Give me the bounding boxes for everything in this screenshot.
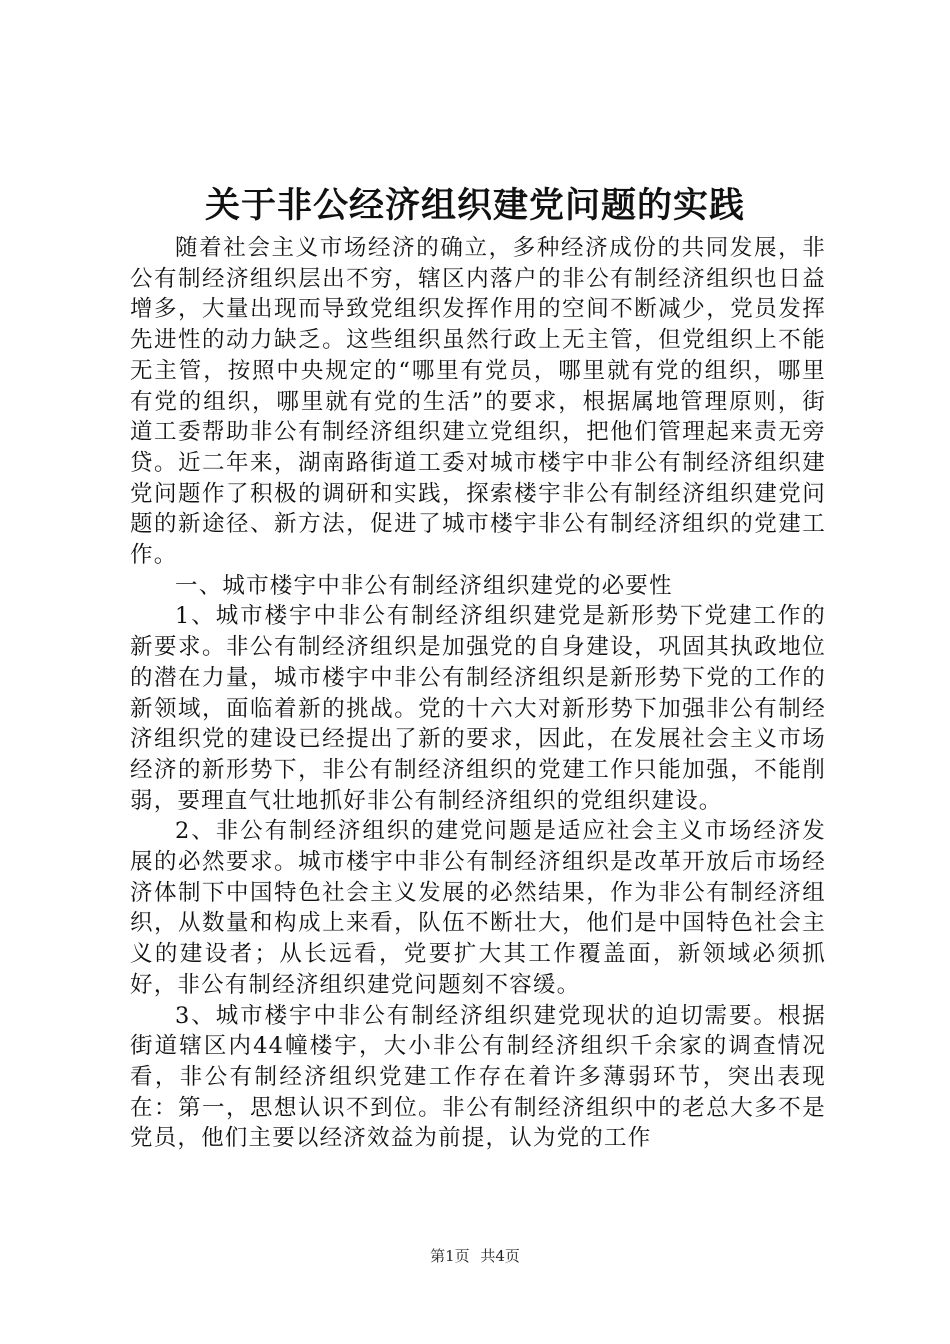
page-number: 第1页 [430,1247,470,1265]
page-footer [0,1246,950,1266]
page-total: 共4页 [480,1247,520,1265]
paragraph-intro: 随着社会主义市场经济的确立，多种经济成份的共同发展，非公有制经济组织层出不穷，辖区内落户的非公有制经济组织也日益增多，大量出现而导致党组织发挥作用的空间不断减少，党员发挥先进性的动力缺乏。这些组织虽然行政上无主管，但党组织上不能无主管，按照中央规定的“哪里有党员，哪里就有党的组织，哪里有党的组织，哪里就有党的生活”的要求，根据属地管理原则，街道工委帮助非公有制经济组织建立党组织，把他们管理起来责无旁贷。近二年来，湖南路街道工委对城市楼宇中非公有制经济组织建党问题作了积极的调研和实践，探索楼宇非公有制经济组织建党问题的新途径、新方法，促进了城市楼宇非公有制经济组织的党建工作。 [130,235,826,569]
section-heading-1: 一、城市楼宇中非公有制经济组织建党的必要性 [175,572,673,599]
paragraph-point-2: 2、非公有制经济组织的建党问题是适应社会主义市场经济发展的必然要求。城市楼宇中非公有制经济组织是改革开放后市场经济体制下中国特色社会主义发展的必然结果，作为非公有制经济组织，从数量和构成上来看，队伍不断壮大，他们是中国特色社会主义的建设者；从长远看，党要扩大其工作覆盖面，新领域必须抓好，非公有制经济组织建党问题刻不容缓。 [130,818,826,998]
document-title: 关于非公经济组织建党问题的实践 [204,185,745,226]
paragraph-point-3: 3、城市楼宇中非公有制经济组织建党现状的迫切需要。根据街道辖区内44幢楼宇，大小非公有制经济组织千余家的调查情况看，非公有制经济组织党建工作存在着许多薄弱环节，突出表现在：第一，思想认识不到位。非公有制经济组织中的老总大多不是党员，他们主要以经济效益为前提，认为党的工作 [130,1002,826,1152]
paragraph-point-1: 1、城市楼宇中非公有制经济组织建党是新形势下党建工作的新要求。非公有制经济组织是加强党的自身建设，巩固其执政地位的潜在力量，城市楼宇中非公有制经济组织是新形势下党的工作的新领域，面临着新的挑战。党的十六大对新形势下加强非公有制经济组织党的建设已经提出了新的要求，因此，在发展社会主义市场经济的新形势下，非公有制经济组织的党建工作只能加强，不能削弱，要理直气壮地抓好非公有制经济组织的党组织建设。 [130,603,826,814]
document-body [130,233,826,1154]
